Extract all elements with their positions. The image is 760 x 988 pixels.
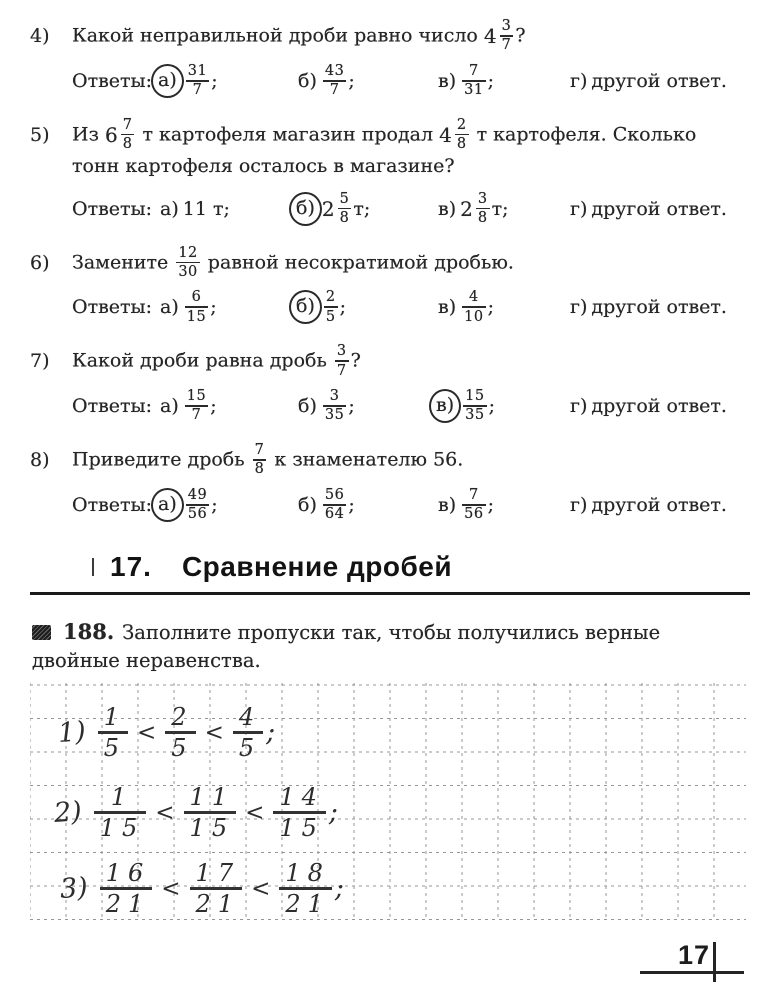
handwritten-fraction [190,859,243,918]
answer-key: б) [298,493,317,516]
fraction-denominator: 21 [285,889,330,918]
question-text-segment: другой ответ. [591,69,727,92]
handwritten-text: ; [334,873,345,905]
fraction-numerator: 43 [324,62,345,79]
section-title: Сравнение дробей [181,550,453,582]
problem-question [72,243,514,280]
mixed-whole-part: 2 [321,196,335,221]
page-number-block [634,936,744,982]
fraction-numerator: 17 [195,859,241,888]
fraction-denominator: 8 [254,461,265,478]
mixed-whole-part: 2 [460,196,473,221]
problem-question [72,341,361,378]
problem-question [72,16,526,53]
graph-paper-grid [30,683,746,921]
answers-label: Ответы: [72,197,153,220]
fraction-denominator: 35 [324,407,345,424]
problem-8 [30,440,746,529]
less-than-sign: < [137,719,157,746]
fraction-numerator: 6 [191,289,202,306]
answer-key: г) [570,493,588,516]
handwritten-line-2 [52,783,339,842]
mixed-whole-part: 4 [439,122,452,147]
answer-option-в [438,488,570,522]
fraction-denominator: 15 [279,813,324,842]
mixed-number [322,192,353,226]
answer-option-а [160,198,298,220]
less-than-sign: < [204,719,224,746]
fraction-numerator: 7 [122,116,133,133]
problem-4 [30,16,746,105]
fraction-bar [335,360,349,362]
handwritten-item-label: 2) [52,796,83,829]
answers-row [72,481,746,529]
answer-option-а [160,488,298,522]
answer-key: г) [570,296,588,319]
answers-row [72,283,746,331]
fraction-denominator: 56 [464,506,484,523]
exercise-188 [30,617,746,676]
answer-option-б [298,389,438,423]
fraction-numerator: 14 [279,783,324,812]
fraction-numerator: 3 [336,343,347,360]
fraction-bar [324,306,338,308]
fraction-numerator: 7 [468,62,479,79]
question-text-segment: ; [487,296,494,319]
answer-option-г [570,296,746,318]
question-text-segment: ; [210,395,217,417]
answer-option-а [160,290,298,324]
question-text-segment: ? [350,349,361,372]
fraction [186,488,209,522]
answer-option-г [570,198,746,220]
problem-number: 8) [30,449,50,471]
fraction [121,118,135,152]
fraction-numerator: 18 [285,859,330,888]
question-text-segment: ; [210,296,217,319]
answer-key: г) [570,197,588,220]
fraction [462,64,485,98]
less-than-sign: < [155,799,175,826]
question-text-segment: равной несократимой дробью. [201,251,514,274]
answers-label: Ответы: [72,493,153,516]
handwritten-fraction [273,783,326,842]
question-text-segment: Замените [72,251,175,274]
fraction-numerator: 3 [329,388,340,405]
handwritten-item-label: 3) [58,872,89,905]
question-text-segment: 11 т; [182,197,230,220]
answer-key: а) [160,197,179,220]
fraction-numerator: 16 [105,859,151,888]
heading-tick-mark [92,558,94,576]
fraction-numerator: 49 [187,486,208,503]
problem-number: 5) [30,123,50,146]
answer-option-в [438,64,570,98]
answer-key: в) [438,197,457,220]
handwritten-fraction [94,783,147,842]
fraction-denominator: 35 [465,407,485,424]
answer-key: б) [298,395,317,417]
fraction-numerator: 1 [110,783,134,812]
problem-question [72,440,463,477]
fraction-denominator: 5 [171,733,194,762]
fraction-numerator: 11 [189,783,235,812]
answers-label: Ответы: [72,395,153,417]
handwritten-fraction [98,703,128,762]
mixed-whole-part: 4 [483,23,497,48]
section-divider-rule [30,592,750,595]
answer-option-г [570,395,746,417]
question-text-segment: ; [487,493,494,516]
answer-option-в [438,290,570,324]
fraction [253,443,267,477]
question-row [30,243,746,280]
handwritten-fraction [233,703,263,762]
fraction-denominator: 8 [122,135,133,152]
fraction-denominator: 5 [103,733,126,762]
fraction-denominator: 15 [189,813,235,842]
handwritten-line-3 [58,859,345,918]
fraction-denominator: 21 [195,889,241,918]
fraction-numerator: 12 [178,244,198,261]
answer-option-а [160,64,298,98]
problem-number: 7) [30,350,50,373]
less-than-sign: < [161,875,181,902]
question-text-segment: Какой дроби равна дробь [72,349,333,372]
fraction [185,290,208,324]
answer-key: а) [160,395,179,417]
answer-key: в) [438,69,457,92]
answer-option-б [298,192,438,226]
question-text-segment: ; [488,395,495,417]
handwritten-item-label: 1) [56,716,87,749]
fraction-numerator: 1 [103,703,126,732]
fraction-numerator: 2 [456,116,467,133]
question-text-segment: другой ответ. [591,197,727,220]
exercise-text: Заполните пропуски так, чтобы получились верные двойные неравенства. [32,620,661,673]
question-text-segment: ; [339,296,346,319]
question-text-segment: другой ответ. [591,395,727,417]
question-text-segment: Из [72,123,105,146]
fraction-denominator: 7 [192,82,203,99]
fraction-numerator: 3 [501,18,512,34]
fraction [476,192,490,226]
fraction-denominator: 7 [501,37,512,54]
answer-key: в) [438,493,457,516]
fraction-denominator: 15 [99,813,145,842]
answer-key: б) [298,69,317,92]
mixed-number [105,118,136,152]
page-number: 17 [677,940,710,970]
fraction [462,290,485,324]
fraction-denominator: 30 [178,263,198,280]
answer-key: г) [570,395,588,417]
question-text-segment: к знаменателю 56. [268,448,464,471]
mixed-whole-part: 6 [104,122,118,147]
fraction-denominator: 7 [336,362,347,379]
less-than-sign: < [245,799,265,826]
fraction-denominator: 7 [329,82,340,99]
question-text-segment: ; [211,493,218,516]
fraction-numerator: 31 [187,62,208,79]
fraction-denominator: 21 [105,889,151,918]
fraction-denominator: 7 [191,407,202,424]
page-number-underline [640,971,744,974]
problem-5 [30,115,746,233]
handwritten-text: ; [328,797,339,829]
answer-option-а [160,389,298,423]
fraction-numerator: 4 [468,289,479,306]
answer-option-г [570,70,746,92]
question-text-segment: ; [211,69,218,92]
answer-key: г) [570,69,588,92]
fraction [455,118,469,152]
question-text-segment: т картофеля. Сколько тонн картофеля осталось в магазине? [72,123,697,178]
question-text-segment: т; [353,197,371,220]
problem-number: 6) [30,251,50,274]
fraction [500,19,514,53]
question-text-segment: ? [515,24,526,47]
exercise-number: 188. [63,618,115,644]
fraction-denominator: 64 [324,506,345,523]
handwritten-text: ; [266,717,276,749]
fraction [323,389,346,423]
fraction [463,389,486,423]
fraction-denominator: 15 [186,308,207,325]
problem-number: 4) [30,25,50,47]
answer-option-б [298,64,438,98]
fraction-numerator: 7 [254,442,265,458]
circled-answer-key: в) [429,389,461,423]
fraction [324,290,338,324]
answer-key: в) [438,296,457,319]
answer-key: а) [160,296,179,319]
problem-6 [30,243,746,332]
answer-option-б [298,488,438,522]
handwritten-fraction [279,859,332,918]
page-number-tick [713,942,716,982]
question-text-segment: т картофеля магазин продал [136,123,440,146]
circled-answer-key: б) [289,192,322,226]
section-number: 17. [110,550,152,582]
question-row [30,16,746,53]
handwritten-fraction [184,783,237,842]
fraction-denominator: 10 [464,308,484,325]
fraction-numerator: 7 [468,486,479,503]
fraction [185,389,208,423]
answer-option-б [298,290,438,324]
fraction-denominator: 8 [339,209,350,226]
circled-answer-key: б) [289,290,322,324]
fraction-numerator: 2 [171,703,194,732]
question-text-segment: Какой неправильной дроби равно число [72,24,484,47]
fraction [186,64,209,98]
question-text-segment: ; [348,395,355,417]
fraction-numerator: 4 [238,703,262,732]
answers-label: Ответы: [72,296,153,319]
less-than-sign: < [251,875,271,902]
fraction-denominator: 31 [464,82,484,99]
question-text-segment: другой ответ. [591,296,727,319]
fraction [323,488,346,522]
mixed-number [460,192,491,226]
mixed-number [484,19,515,53]
answers-row [72,382,746,430]
handwritten-fraction [165,703,195,762]
fraction [338,192,352,226]
workbook-exercise-icon [32,625,51,640]
fraction [335,344,349,378]
question-text-segment: ; [348,493,355,516]
answer-option-в [438,389,570,423]
fraction-bar [185,306,208,308]
question-text-segment: ; [487,69,494,92]
question-text-segment: ; [348,69,355,92]
fraction-denominator: 5 [238,733,262,762]
circled-answer-key: а) [151,64,184,98]
question-row [30,115,746,181]
circled-answer-key: а) [151,488,184,522]
fraction-numerator: 56 [324,486,345,503]
question-text-segment: другой ответ. [591,493,727,516]
fraction-numerator: 5 [339,190,350,207]
fraction-denominator: 8 [477,209,488,226]
problem-7 [30,341,746,430]
fraction-bar [462,306,485,308]
fraction-numerator: 15 [465,388,485,405]
problem-question [72,115,732,181]
fraction [462,488,485,522]
problems-list [30,16,746,529]
handwritten-fraction [100,859,153,918]
fraction [323,64,346,98]
question-text-segment: Приведите дробь [72,448,251,471]
fraction-numerator: 3 [477,190,488,207]
answers-label: Ответы: [72,69,153,92]
section-heading [92,551,746,583]
fraction [176,246,199,280]
fraction-denominator: 8 [456,135,467,152]
question-row [30,440,746,477]
fraction-numerator: 15 [186,388,207,405]
mixed-number [439,118,470,152]
question-row [30,341,746,378]
answers-row [72,185,746,233]
fraction-denominator: 5 [325,308,336,325]
question-text-segment: т; [491,197,509,220]
fraction-denominator: 56 [187,506,208,523]
answer-option-г [570,494,746,516]
handwritten-line-1 [56,703,276,762]
fraction-numerator: 2 [325,289,336,306]
answers-row [72,57,746,105]
answer-option-в [438,192,570,226]
